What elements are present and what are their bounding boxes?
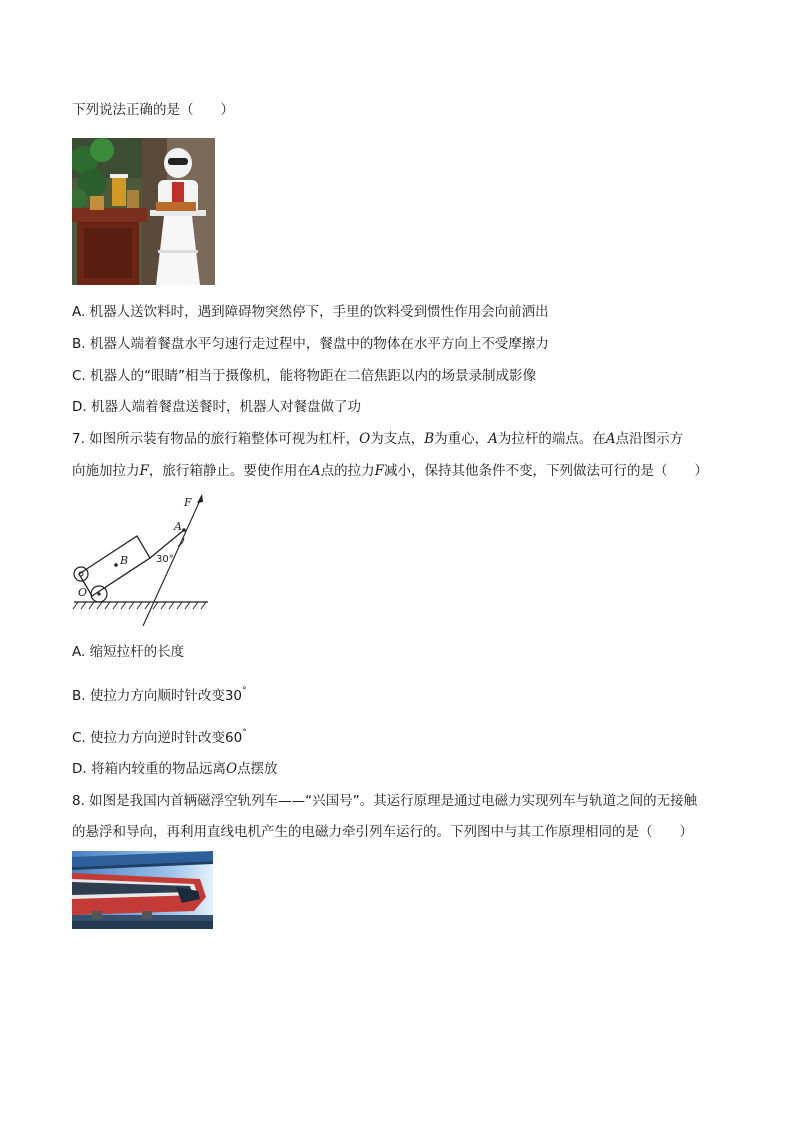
q8-stem-line2: 的悬浮和导向，再利用直线电机产生的电磁力牵引列车运行的。下列图中与其工作原理相同的是（ ） (72, 824, 693, 840)
suitcase-lever-diagram (70, 488, 215, 630)
label-B: B (120, 554, 129, 567)
maglev-train-photo (72, 851, 213, 929)
robot-photo (72, 138, 215, 285)
q6-option-b: B. 机器人端着餐盘水平匀速行走过程中，餐盘中的物体在水平方向上不受摩擦力 (72, 336, 549, 352)
q6-option-d: D. 机器人端着餐盘送餐时，机器人对餐盘做了功 (72, 399, 361, 415)
label-O: O (78, 586, 88, 599)
q6-option-c: C. 机器人的“眼睛”相当于摄像机，能将物距在二倍焦距以内的场景录制成影像 (72, 368, 536, 384)
q7-option-a: A. 缩短拉杆的长度 (72, 644, 185, 660)
q7-option-b: B. 使拉力方向顺时针改变30° (72, 686, 247, 704)
q7-option-c: C. 使拉力方向逆时针改变60° (72, 728, 247, 746)
label-angle: 30° (156, 554, 174, 565)
q6-stem: 下列说法正确的是（ ） (72, 102, 234, 118)
q6-option-a: A. 机器人送饮料时，遇到障碍物突然停下，手里的饮料受到惯性作用会向前洒出 (72, 304, 549, 320)
q7-option-d: D. 将箱内较重的物品远离O点摆放 (72, 761, 278, 777)
label-A: A (174, 520, 182, 533)
q7-stem-line2: 向施加拉力F，旅行箱静止。要使作用在A点的拉力F减小，保持其他条件不变，下列做法可行的是（ ） (72, 463, 708, 479)
q7-stem-line1: 7. 如图所示装有物品的旅行箱整体可视为杠杆，O为支点，B为重心，A为拉杆的端点。在A点沿图示方 (72, 431, 684, 447)
q8-stem-line1: 8. 如图是我国内首辆磁浮空轨列车——“兴国号”。其运行原理是通过电磁力实现列车与轨道之间的无接触 (72, 793, 698, 809)
label-F: F (184, 496, 192, 509)
